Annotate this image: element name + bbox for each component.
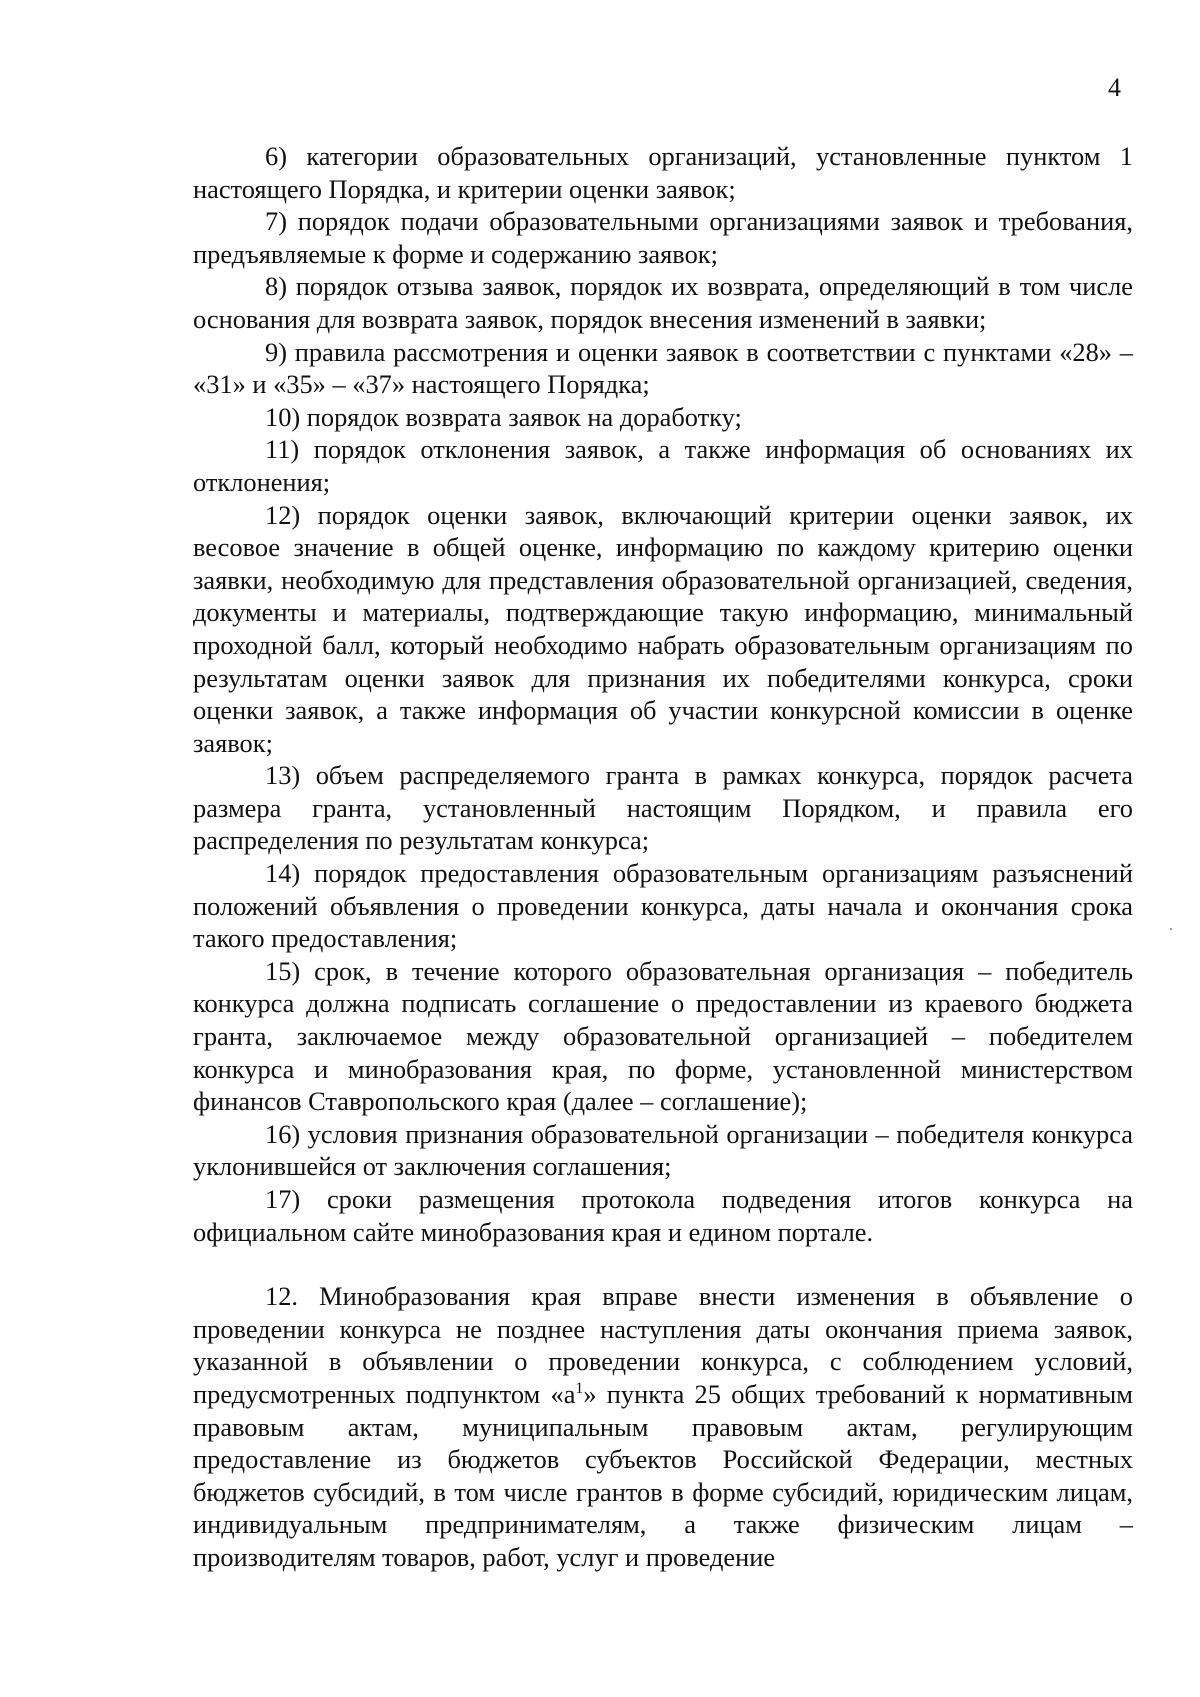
scan-speck — [1170, 928, 1172, 930]
list-item-16: 16) условия признания образовательной организации – победителя конкурса уклонившейся от заключения соглашения; — [193, 1118, 1133, 1182]
list-item-6: 6) категории образовательных организаций, установленные пунктом 1 настоящего Порядка, и критерии оценки заявок; — [193, 141, 1133, 204]
clause-12-text-end: » пункта 25 общих требований к нормативным правовым актам, муниципальным правовым актам, регулирующим предоставление из бюджетов субъектов Российской Федерации, местных бюджетов субсидий, в том числе грантов в форме субсидий, юридическим лицам, индивидуальным предпринимателям, а также физическим лицам – производителям товаров, работ, услуг и проведение — [193, 1378, 1133, 1572]
list-item-11: 11) порядок отклонения заявок, а также информация об основаниях их отклонения; — [193, 434, 1133, 497]
list-item-8: 8) порядок отзыва заявок, порядок их возврата, определяющий в том числе основания для возврата заявок, порядок внесения изменений в заявки; — [193, 271, 1133, 334]
clause-12-text-start: 12. Минобразования края вправе внести изменения в объявление о проведении конкурса не позднее наступления даты окончания приема заявок, указанной в объявлении о проведении конкурса, с соблюдением условий, предусмотренных подпунктом «а — [193, 1281, 1133, 1409]
document-body — [193, 140, 1133, 1574]
list-item-10: 10) порядок возврата заявок на доработку; — [265, 401, 742, 432]
clause-12-paragraph — [193, 1280, 1133, 1573]
list-item-7: 7) порядок подачи образовательными организациями заявок и требования, предъявляемые к форме и содержанию заявок; — [193, 206, 1133, 269]
clause-12-superscript: 1 — [575, 1380, 584, 1398]
list-item-15: 15) срок, в течение которого образовательная организация – победитель конкурса должна подписать соглашение о предоставлении из краевого бюджета гранта, заключаемое между образовательной организацией – победителем конкурса и минобразования края, по форме, установленной министерством финансов Ставропольского края (далее – соглашение); — [193, 955, 1133, 1117]
list-item-17: 17) сроки размещения протокола подведения итогов конкурса на официальном сайте минобразования края и едином портале. — [193, 1184, 1133, 1247]
list-item-12: 12) порядок оценки заявок, включающий критерии оценки заявок, их весовое значение в общей оценке, информацию по каждому критерию оценки заявки, необходимую для представления образовательной организацией, сведения, документы и материалы, подтверждающие такую информацию, минимальный проходной балл, который необходимо набрать образовательным организациям по результатам оценки заявок для признания их победителями конкурса, сроки оценки заявок, а также информация об участии конкурсной комиссии в оценке заявок; — [193, 499, 1133, 758]
list-item-9: 9) правила рассмотрения и оценки заявок в соответствии с пунктами «28» – «31» и «35» – «37» настоящего Порядка; — [193, 336, 1133, 400]
list-item-13: 13) объем распределяемого гранта в рамках конкурса, порядок расчета размера гранта, установленный настоящим Порядком, и правила его распределения по результатам конкурса; — [193, 760, 1133, 856]
list-item-14: 14) порядок предоставления образовательным организациям разъяснений положений объявления о проведении конкурса, даты начала и окончания срока такого предоставления; — [193, 858, 1133, 954]
page-number: 4 — [1108, 73, 1121, 102]
